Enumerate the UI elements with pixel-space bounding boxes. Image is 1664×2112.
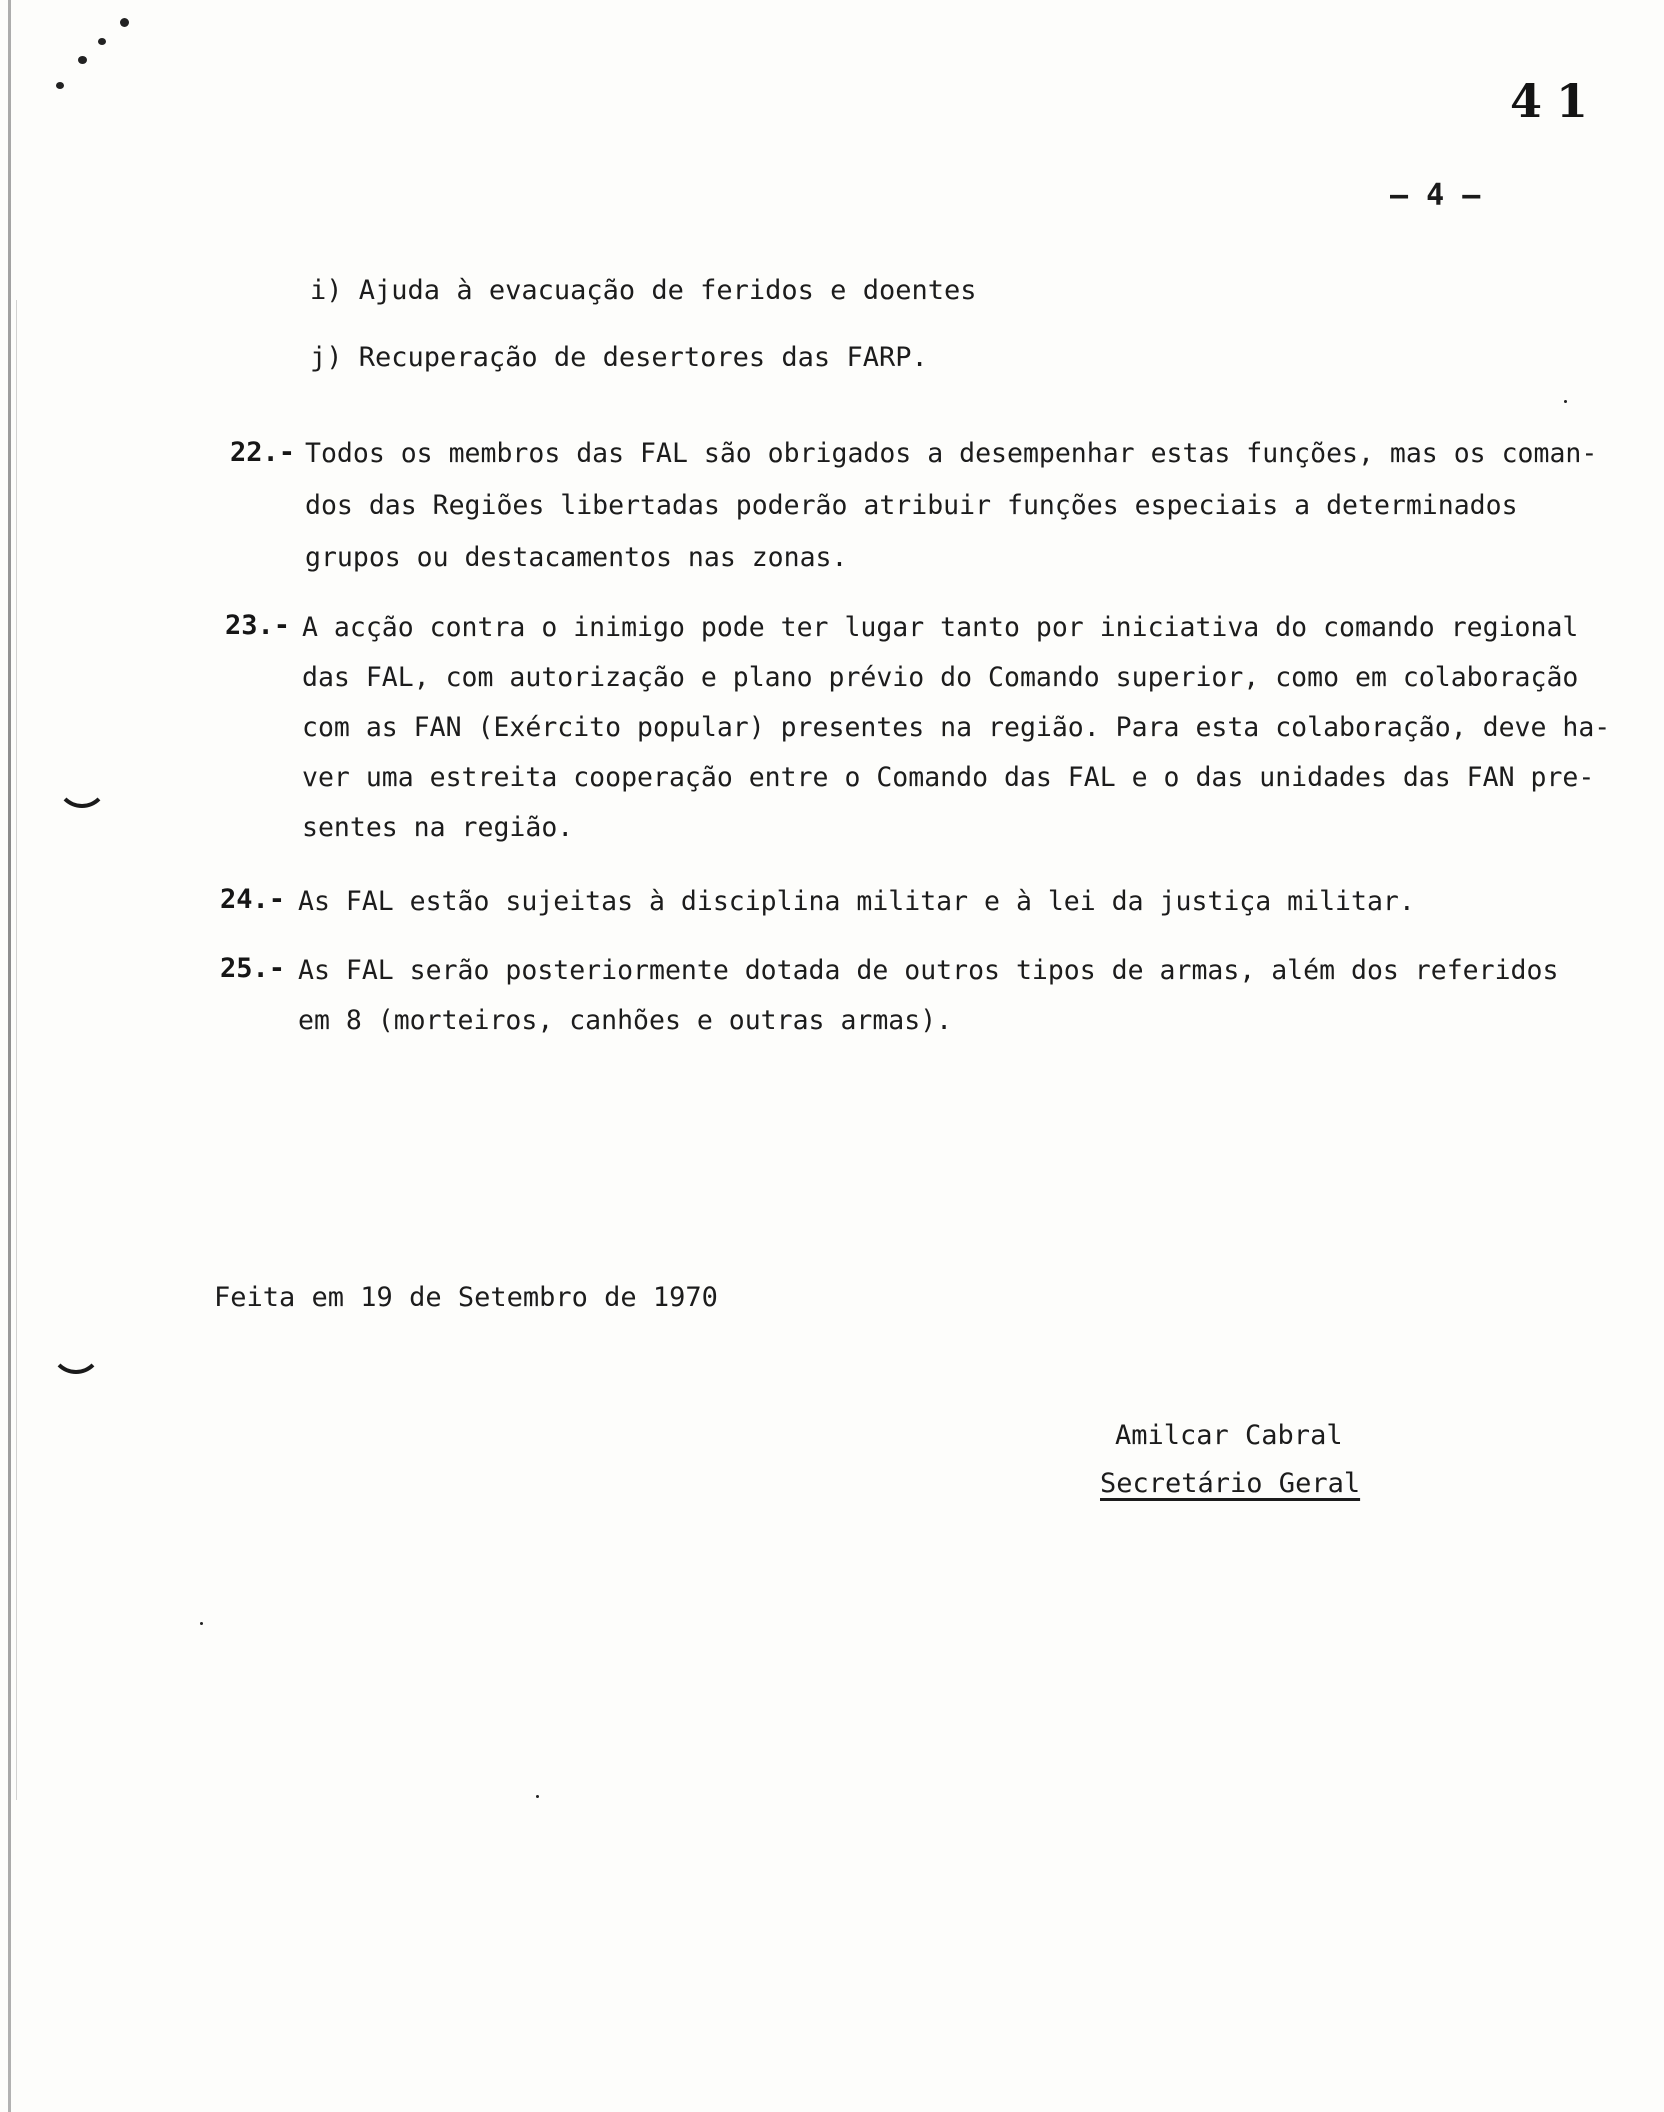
paragraph-25-line: As FAL serão posteriormente dotada de outros tipos de armas, além dos referidos (298, 955, 1559, 986)
paragraph-number-23: 23.- (225, 610, 291, 641)
paragraph-number-22: 22.- (230, 437, 296, 468)
signatory-name: Amilcar Cabral (1115, 1420, 1343, 1451)
list-item-i (310, 266, 977, 316)
list-item-label: j) (310, 342, 343, 373)
paragraph-23-line: sentes na região. (302, 812, 574, 843)
signatory-title: Secretário Geral (1100, 1468, 1361, 1499)
margin-mark (50, 1346, 102, 1374)
speck (98, 38, 106, 45)
speck (200, 1622, 203, 1625)
paragraph-23-line: A acção contra o inimigo pode ter lugar tanto por iniciativa do comando regional (302, 612, 1579, 643)
paragraph-22-line: Todos os membros das FAL são obrigados a desempenhar estas funções, mas os coman- (305, 438, 1598, 469)
paragraph-23-line: das FAL, com autorização e plano prévio do Comando superior, como em colaboração (302, 662, 1579, 693)
list-item-j (310, 333, 928, 383)
paragraph-25-line: em 8 (morteiros, canhões e outras armas). (298, 1005, 953, 1036)
paragraph-number-24: 24.- (220, 884, 286, 915)
speck (56, 82, 64, 89)
paragraph-23-line: com as FAN (Exército popular) presentes na região. Para esta colaboração, deve ha- (302, 712, 1611, 743)
speck (536, 1795, 539, 1798)
paragraph-24-line: As FAL estão sujeitas à disciplina militar e à lei da justiça militar. (298, 886, 1415, 917)
list-item-text: Recuperação de desertores das FARP. (358, 342, 928, 373)
list-item-label: i) (310, 275, 343, 306)
paragraph-number-25: 25.- (220, 953, 286, 984)
list-item-text: Ajuda à evacuação de feridos e doentes (358, 275, 977, 306)
paragraph-22-line: grupos ou destacamentos nas zonas. (305, 542, 848, 573)
page-edge-line (16, 300, 17, 1800)
date-line: Feita em 19 de Setembro de 1970 (214, 1282, 718, 1313)
speck (78, 56, 87, 64)
page-number: — 4 — (1390, 178, 1481, 213)
paragraph-23-line: ver uma estreita cooperação entre o Comando das FAL e o das unidades das FAN pre- (302, 762, 1595, 793)
paragraph-22-line: dos das Regiões libertadas poderão atribuir funções especiais a determinados (305, 490, 1518, 521)
archive-number: 41 (1510, 74, 1603, 128)
speck (120, 18, 129, 27)
margin-mark (56, 780, 108, 808)
speck (1564, 400, 1567, 403)
page-edge-shadow (8, 0, 11, 2112)
